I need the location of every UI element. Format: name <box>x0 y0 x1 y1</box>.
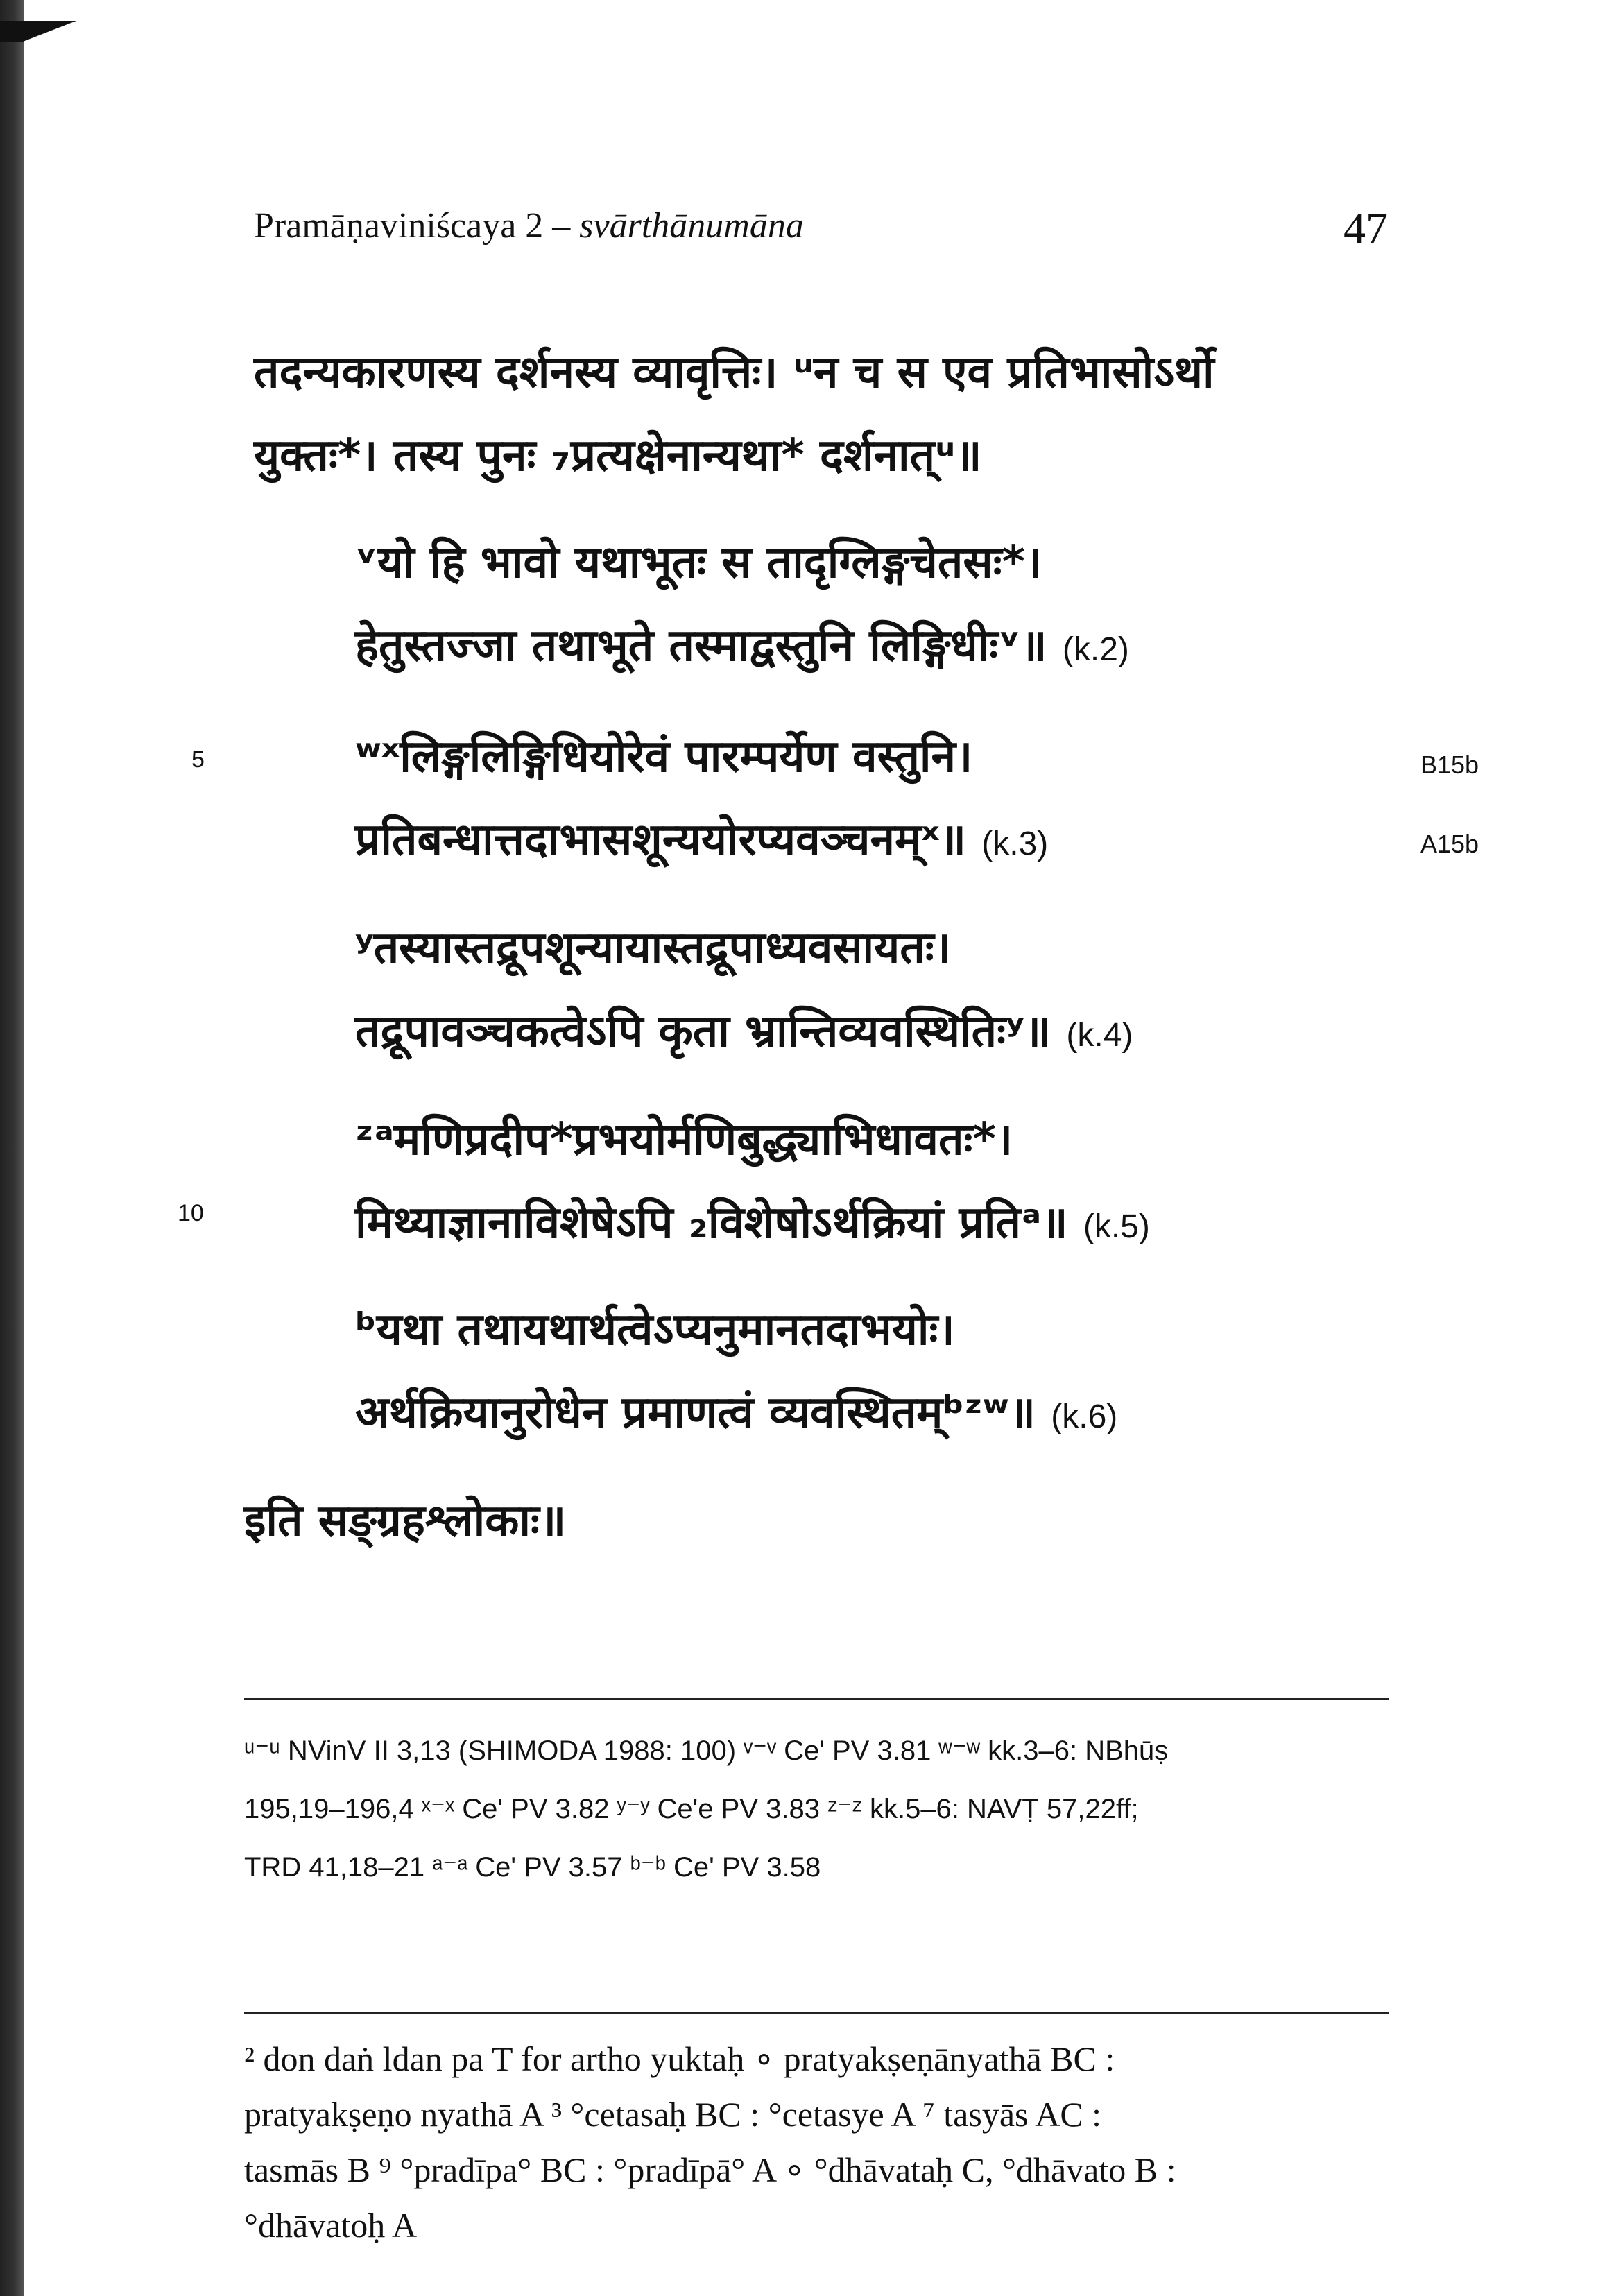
running-title-italic: svārthānumāna <box>579 206 804 246</box>
note-line: °dhāvatoḥ A <box>244 2206 418 2245</box>
verse-k3-line-2: प्रतिबन्धात्तदाभासशून्ययोरप्यवञ्चनम्ˣ॥ (k.3) <box>355 814 1049 866</box>
running-title: Pramāṇaviniścaya 2 – svārthānumāna <box>254 206 804 246</box>
text-line-closing: इति सङ्ग्रहश्लोकाः॥ <box>244 1496 567 1547</box>
text-line-2: युक्तः*। तस्य पुनः ₇प्रत्यक्षेनान्यथा* दर्शनात्ᵘ॥ <box>254 430 982 481</box>
text-line-1: तदन्यकारणस्य दर्शनस्य व्यावृत्तिः। ᵘन च स एव प्रतिभासोऽर्थो <box>254 347 1214 398</box>
verse-ref-k6: (k.6) <box>1051 1398 1118 1435</box>
verse-ref-k4: (k.4) <box>1066 1017 1133 1054</box>
critical-notes <box>244 2031 1389 2253</box>
note-line: ² don daṅ ldan pa T for artho yuktaḥ ∘ pratyakṣeṇānyathā BC : <box>244 2039 1115 2078</box>
note-line: pratyakṣeṇo nyathā A ³ °cetasaḥ BC : °cetasye A ⁷ tasyās AC : <box>244 2095 1102 2134</box>
page-number: 47 <box>1343 203 1388 252</box>
verse-ref-k2: (k.2) <box>1062 631 1129 668</box>
manuscript-siglum-b: B15b <box>1420 751 1479 779</box>
apparatus-line: ᵘ⁻ᵘ NVinV II 3,13 (SHIMODA 1988: 100) ᵛ⁻ᵛ Ce' PV 3.81 ʷ⁻ʷ kk.3–6: NBhūṣ <box>244 1736 1169 1766</box>
verse-k4-line-1: ʸतस्यास्तद्रूपशून्यायास्तद्रूपाध्यवसायतः। <box>355 923 951 974</box>
verse-k3-line-1: ʷˣलिङ्गलिङ्गिधियोरेवं पारम्पर्येण वस्तुनि। <box>355 731 973 782</box>
apparatus-line: TRD 41,18–21 ᵃ⁻ᵃ Ce' PV 3.57 ᵇ⁻ᵇ Ce' PV 3.58 <box>244 1852 821 1883</box>
note-line: tasmās B ⁹ °pradīpa° BC : °pradīpā° A ∘ °dhāvataḥ C, °dhāvato B : <box>244 2150 1176 2189</box>
manuscript-siglum-a: A15b <box>1420 830 1479 858</box>
apparatus-line: 195,19–196,4 ˣ⁻ˣ Ce' PV 3.82 ʸ⁻ʸ Ce'e PV 3.83 ᶻ⁻ᶻ kk.5–6: NAVṬ 57,22ff; <box>244 1794 1139 1824</box>
apparatus-rule <box>244 1698 1389 1700</box>
testimonia-apparatus <box>244 1722 1389 1896</box>
verse-k5-line-1: ᶻᵃमणिप्रदीप*प्रभयोर्मणिबुद्ध्याभिधावतः*। <box>355 1114 1013 1165</box>
verse-k4-line-2: तद्रूपावञ्चकत्वेऽपि कृता भ्रान्तिव्यवस्थितिःʸ॥ (k.4) <box>355 1006 1133 1057</box>
verse-k2-line-1: ᵛयो हि भावो यथाभूतः स तादृग्लिङ्गचेतसः*। <box>355 537 1042 588</box>
book-spine-shadow <box>0 0 24 2296</box>
notes-rule <box>244 2012 1389 2014</box>
line-number-10: 10 <box>178 1200 204 1226</box>
verse-k5-line-2: मिथ्याज्ञानाविशेषेऽपि ₂विशेषोऽर्थक्रियां प्रतिᵃ॥ (k.5) <box>355 1197 1150 1249</box>
binding-edge <box>0 21 76 42</box>
verse-k6-line-2: अर्थक्रियानुरोधेन प्रमाणत्वं व्यवस्थितम्ᵇᶻʷ॥ (k.6) <box>355 1387 1118 1439</box>
line-number-5: 5 <box>191 746 205 773</box>
verse-ref-k5: (k.5) <box>1083 1208 1150 1245</box>
verse-k6-line-1: ᵇयथा तथायथार्थत्वेऽप्यनुमानतदाभयोः। <box>355 1304 955 1355</box>
verse-ref-k3: (k.3) <box>981 825 1049 862</box>
verse-k2-line-2: हेतुस्तज्जा तथाभूते तस्माद्वस्तुनि लिङ्गिधीःᵛ॥ (k.2) <box>355 620 1129 671</box>
page-header <box>254 205 1388 261</box>
